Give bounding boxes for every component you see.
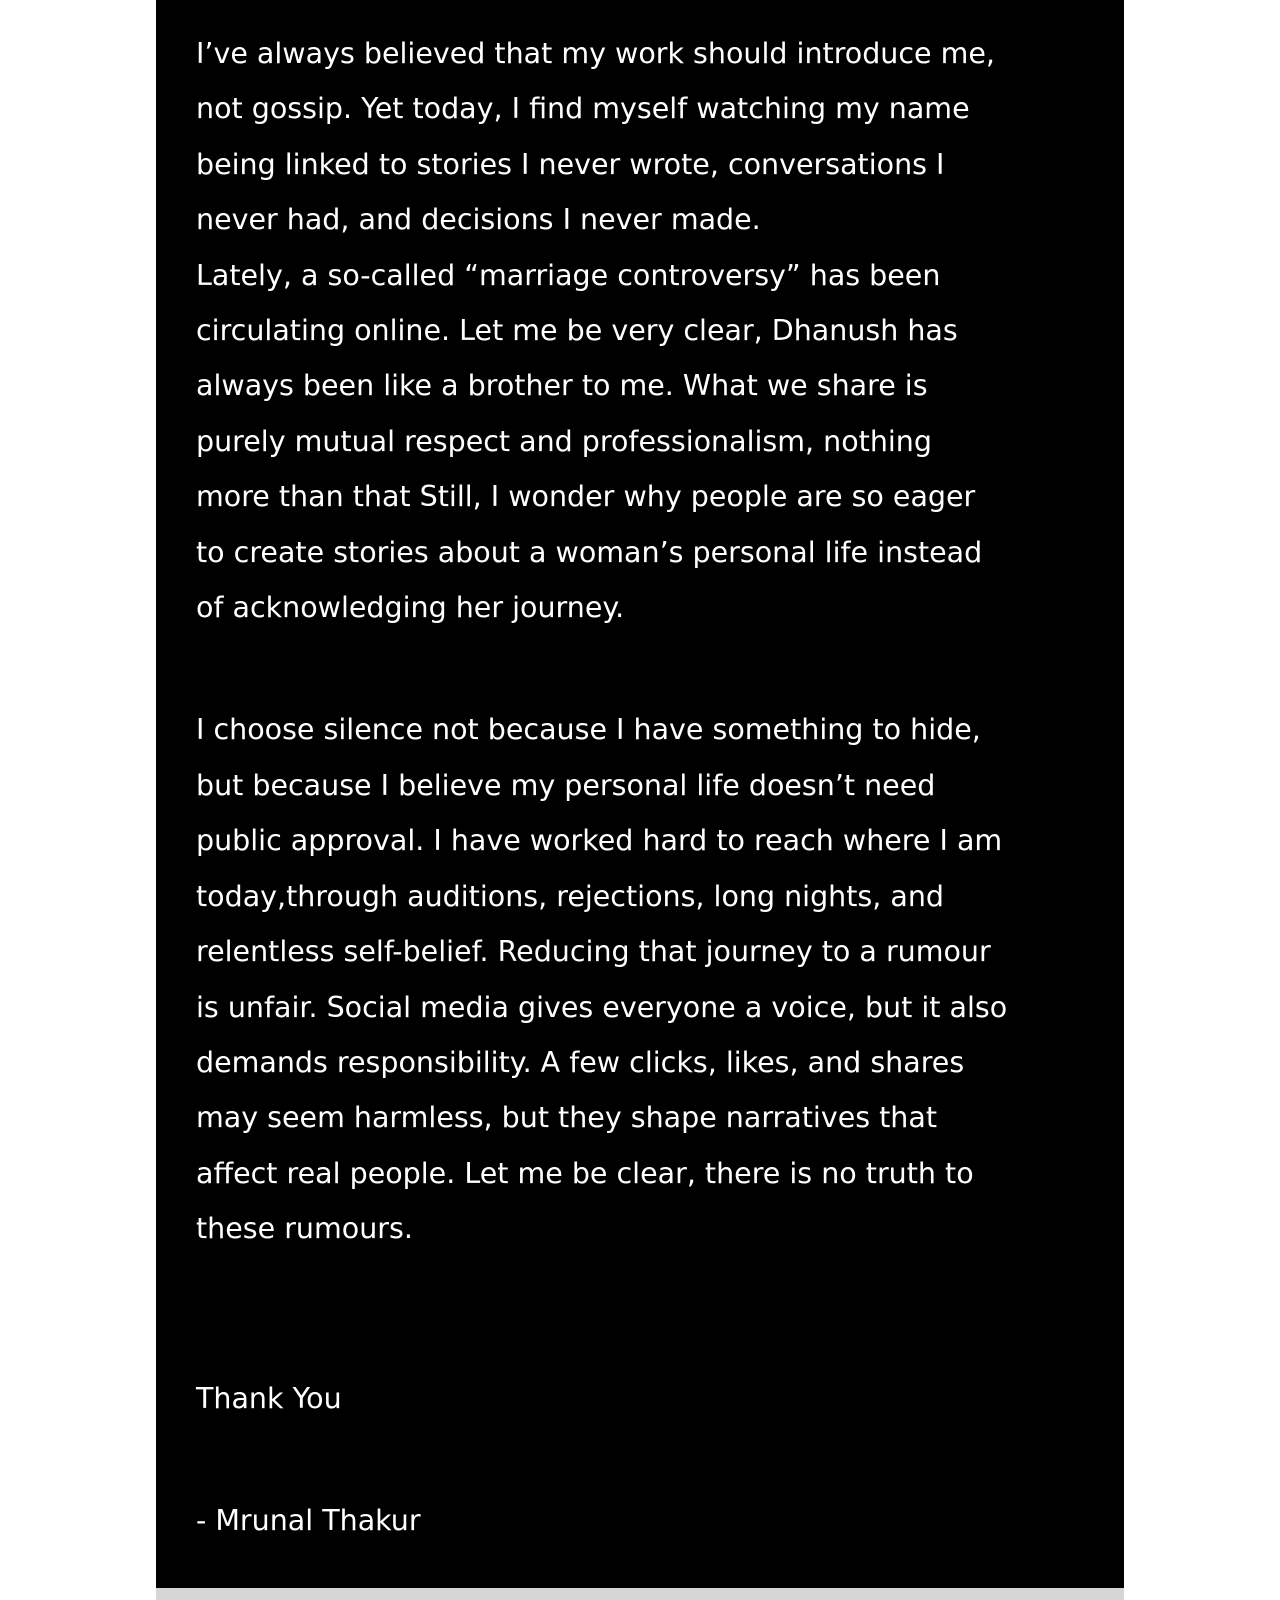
text-line: more than that Still, I wonder why people are so eager xyxy=(196,480,976,514)
bottom-divider xyxy=(156,1588,1124,1600)
text-line: to create stories about a woman’s personal life instead xyxy=(196,535,983,569)
closing-line xyxy=(196,1371,1096,1426)
text-line: is unfair. Social media gives everyone a voice, but it also xyxy=(196,990,1008,1024)
paragraph-spacer xyxy=(196,1426,1096,1493)
text-line: I choose silence not because I have something to hide, xyxy=(196,713,981,747)
paragraph-2 xyxy=(196,702,1096,1256)
text-line: but because I believe my personal life doesn’t need xyxy=(196,768,936,802)
paragraph-spacer xyxy=(196,1257,1096,1371)
text-line: purely mutual respect and professionalism, nothing xyxy=(196,424,932,458)
text-line: today,through auditions, rejections, long nights, and xyxy=(196,879,944,913)
text-line: demands responsibility. A few clicks, likes, and shares xyxy=(196,1045,965,1079)
text-line: being linked to stories I never wrote, conversations I xyxy=(196,147,945,181)
text-line: public approval. I have worked hard to reach where I am xyxy=(196,824,1003,858)
text-line: I’ve always believed that my work should introduce me, xyxy=(196,37,995,70)
paragraph-1 xyxy=(196,26,1096,635)
text-line: never had, and decisions I never made. xyxy=(196,203,761,237)
text-line: affect real people. Let me be clear, there is no truth to xyxy=(196,1156,974,1190)
text-line: Lately, a so-called “marriage controversy” has been xyxy=(196,258,941,292)
text-line: always been like a brother to me. What we share is xyxy=(196,369,928,403)
statement-text xyxy=(196,26,1096,1548)
signature-line xyxy=(196,1493,1096,1548)
text-line: these rumours. xyxy=(196,1212,413,1246)
text-line: circulating online. Let me be very clear, Dhanush has xyxy=(196,314,958,348)
text-line: not gossip. Yet today, I find myself watching my name xyxy=(196,92,970,126)
text-line: relentless self-belief. Reducing that journey to a rumour xyxy=(196,935,991,969)
text-line: of acknowledging her journey. xyxy=(196,591,625,625)
thank-you-text: Thank You xyxy=(196,1381,342,1415)
paragraph-spacer xyxy=(196,635,1096,702)
text-line: may seem harmless, but they shape narratives that xyxy=(196,1101,938,1135)
signature-text: - Mrunal Thakur xyxy=(196,1503,421,1537)
